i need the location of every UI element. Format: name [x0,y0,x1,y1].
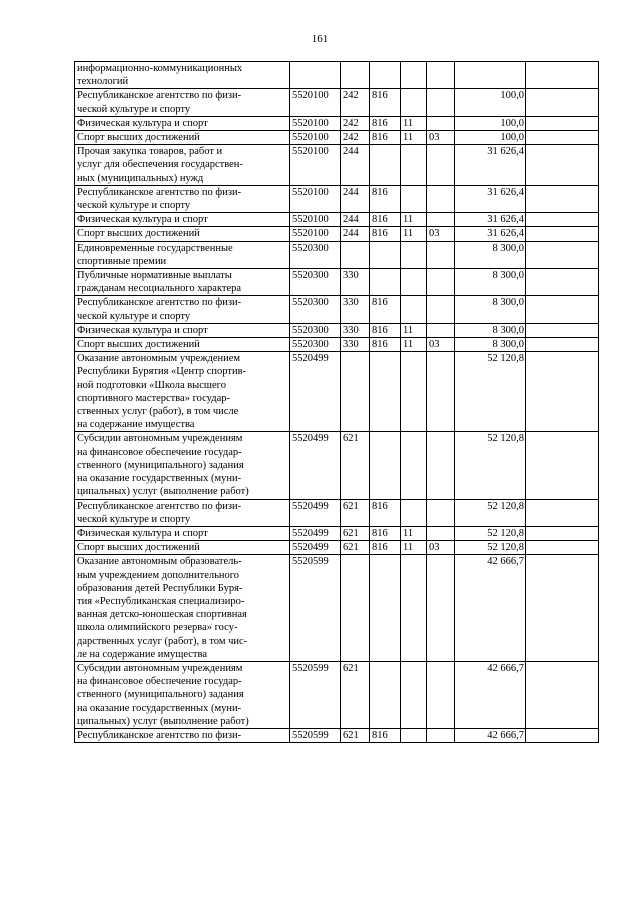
expense-type-code-cell: 244 [341,145,370,186]
section-code-cell: 11 [401,323,427,337]
item-name-cell: Республиканское агентство по физи- ческой культуре и спорту [75,185,290,212]
administrator-code-cell: 816 [370,541,401,555]
subsection-code-cell [427,728,455,742]
subsection-code-cell: 03 [427,338,455,352]
table-row [75,116,599,130]
item-name-cell: Республиканское агентство по физи- ческой культуре и спорту [75,296,290,323]
empty-cell [526,323,599,337]
subsection-code-cell [427,499,455,526]
item-name-cell: Спорт высших достижений [75,541,290,555]
administrator-code-cell [370,241,401,268]
amount-cell: 8 300,0 [455,338,526,352]
table-row [75,185,599,212]
amount-cell: 8 300,0 [455,241,526,268]
administrator-code-cell: 816 [370,323,401,337]
item-name-cell: Республиканское агентство по физи- ческой культуре и спорту [75,89,290,116]
section-code-cell [401,661,427,728]
subsection-code-cell: 03 [427,131,455,145]
empty-cell [526,555,599,662]
empty-cell [526,89,599,116]
target-article-code-cell: 5520300 [290,338,341,352]
administrator-code-cell: 816 [370,213,401,227]
subsection-code-cell [427,145,455,186]
amount-cell: 100,0 [455,89,526,116]
section-code-cell [401,352,427,432]
table-row [75,227,599,241]
table-row [75,352,599,432]
subsection-code-cell [427,269,455,296]
subsection-code-cell [427,323,455,337]
table-row [75,338,599,352]
item-name-cell: Физическая культура и спорт [75,213,290,227]
empty-cell [526,269,599,296]
expense-type-code-cell: 242 [341,89,370,116]
amount-cell: 31 626,4 [455,213,526,227]
administrator-code-cell [370,661,401,728]
target-article-code-cell: 5520100 [290,116,341,130]
subsection-code-cell [427,661,455,728]
section-code-cell [401,62,427,89]
administrator-code-cell: 816 [370,116,401,130]
target-article-code-cell: 5520300 [290,269,341,296]
empty-cell [526,116,599,130]
target-article-code-cell: 5520100 [290,131,341,145]
amount-cell: 52 120,8 [455,526,526,540]
section-code-cell: 11 [401,541,427,555]
expense-type-code-cell: 621 [341,661,370,728]
target-article-code-cell: 5520499 [290,432,341,499]
table-row [75,62,599,89]
table-row [75,555,599,662]
amount-cell: 52 120,8 [455,432,526,499]
administrator-code-cell: 816 [370,131,401,145]
target-article-code-cell: 5520499 [290,541,341,555]
administrator-code-cell: 816 [370,526,401,540]
administrator-code-cell [370,555,401,662]
amount-cell [455,62,526,89]
administrator-code-cell: 816 [370,227,401,241]
subsection-code-cell [427,213,455,227]
empty-cell [526,352,599,432]
administrator-code-cell: 816 [370,296,401,323]
target-article-code-cell: 5520100 [290,185,341,212]
expense-type-code-cell: 621 [341,541,370,555]
target-article-code-cell: 5520300 [290,296,341,323]
administrator-code-cell: 816 [370,499,401,526]
target-article-code-cell: 5520100 [290,89,341,116]
subsection-code-cell: 03 [427,541,455,555]
empty-cell [526,185,599,212]
item-name-cell: Прочая закупка товаров, работ и услуг для обеспечения государствен- ных (муниципальных) нужд [75,145,290,186]
subsection-code-cell [427,241,455,268]
administrator-code-cell: 816 [370,89,401,116]
expense-type-code-cell [341,62,370,89]
subsection-code-cell [427,555,455,662]
subsection-code-cell [427,185,455,212]
item-name-cell: Физическая культура и спорт [75,116,290,130]
target-article-code-cell: 5520100 [290,145,341,186]
section-code-cell [401,432,427,499]
expense-type-code-cell: 330 [341,269,370,296]
target-article-code-cell: 5520599 [290,728,341,742]
amount-cell: 100,0 [455,131,526,145]
page-number: 161 [311,33,329,45]
budget-table-body [75,62,599,743]
item-name-cell: Единовременные государственные спортивные премии [75,241,290,268]
empty-cell [526,338,599,352]
item-name-cell: Оказание автономным образователь- ным учреждением дополнительного образования детей Республики Буря- тия «Республиканская специализиро- ванная детско-юношеская спортивная школа олимпийского резерва» госу- дарственных услуг (работ), в том чис- ле на содержание имущества [75,555,290,662]
administrator-code-cell [370,145,401,186]
expense-type-code-cell: 621 [341,728,370,742]
table-row [75,728,599,742]
item-name-cell: Республиканское агентство по физи- ческой культуре и спорту [75,499,290,526]
administrator-code-cell [370,62,401,89]
amount-cell: 52 120,8 [455,352,526,432]
section-code-cell [401,728,427,742]
administrator-code-cell: 816 [370,338,401,352]
table-row [75,269,599,296]
empty-cell [526,499,599,526]
subsection-code-cell [427,62,455,89]
empty-cell [526,145,599,186]
amount-cell: 52 120,8 [455,499,526,526]
target-article-code-cell [290,62,341,89]
subsection-code-cell [427,296,455,323]
subsection-code-cell [427,89,455,116]
amount-cell: 8 300,0 [455,269,526,296]
item-name-cell: Оказание автономным учреждением Республики Бурятия «Центр спортив- ной подготовки «Школа высшего спортивного мастерства» государ- ственных услуг (работ), в том числе на содержание имущества [75,352,290,432]
target-article-code-cell: 5520599 [290,661,341,728]
empty-cell [526,241,599,268]
section-code-cell [401,269,427,296]
target-article-code-cell: 5520100 [290,227,341,241]
table-row [75,499,599,526]
empty-cell [526,526,599,540]
item-name-cell: Субсидии автономным учреждениям на финансовое обеспечение государ- ственного (муниципального) задания на оказание государственных (муни- ципальных) услуг (выполнение работ) [75,661,290,728]
amount-cell: 31 626,4 [455,227,526,241]
table-row [75,89,599,116]
item-name-cell: Спорт высших достижений [75,338,290,352]
expense-type-code-cell [341,555,370,662]
target-article-code-cell: 5520499 [290,499,341,526]
section-code-cell [401,241,427,268]
expense-type-code-cell: 244 [341,213,370,227]
target-article-code-cell: 5520499 [290,352,341,432]
section-code-cell [401,145,427,186]
empty-cell [526,432,599,499]
empty-cell [526,296,599,323]
amount-cell: 8 300,0 [455,323,526,337]
section-code-cell [401,185,427,212]
expense-type-code-cell: 244 [341,227,370,241]
administrator-code-cell: 816 [370,185,401,212]
expense-type-code-cell: 244 [341,185,370,212]
empty-cell [526,728,599,742]
subsection-code-cell [427,116,455,130]
amount-cell: 42 666,7 [455,728,526,742]
section-code-cell: 11 [401,526,427,540]
empty-cell [526,62,599,89]
target-article-code-cell: 5520499 [290,526,341,540]
table-row [75,541,599,555]
section-code-cell: 11 [401,227,427,241]
administrator-code-cell [370,352,401,432]
table-row [75,432,599,499]
subsection-code-cell: 03 [427,227,455,241]
empty-cell [526,661,599,728]
empty-cell [526,541,599,555]
administrator-code-cell: 816 [370,728,401,742]
subsection-code-cell [427,352,455,432]
expense-type-code-cell: 242 [341,131,370,145]
table-row [75,323,599,337]
administrator-code-cell [370,432,401,499]
expense-type-code-cell [341,352,370,432]
table-row [75,131,599,145]
expense-type-code-cell: 621 [341,526,370,540]
section-code-cell: 11 [401,338,427,352]
amount-cell: 100,0 [455,116,526,130]
table-row [75,296,599,323]
target-article-code-cell: 5520599 [290,555,341,662]
section-code-cell: 11 [401,131,427,145]
empty-cell [526,213,599,227]
expense-type-code-cell: 621 [341,499,370,526]
subsection-code-cell [427,432,455,499]
amount-cell: 42 666,7 [455,661,526,728]
target-article-code-cell: 5520300 [290,323,341,337]
amount-cell: 31 626,4 [455,145,526,186]
budget-table [74,61,599,743]
expense-type-code-cell: 242 [341,116,370,130]
expense-type-code-cell: 330 [341,296,370,323]
section-code-cell: 11 [401,116,427,130]
expense-type-code-cell: 621 [341,432,370,499]
table-row [75,145,599,186]
expense-type-code-cell: 330 [341,338,370,352]
item-name-cell: Субсидии автономным учреждениям на финансовое обеспечение государ- ственного (муниципального) задания на оказание государственных (муни- ципальных) услуг (выполнение работ) [75,432,290,499]
table-row [75,213,599,227]
amount-cell: 8 300,0 [455,296,526,323]
section-code-cell: 11 [401,213,427,227]
empty-cell [526,131,599,145]
item-name-cell: Республиканское агентство по физи- [75,728,290,742]
item-name-cell: Спорт высших достижений [75,131,290,145]
table-row [75,241,599,268]
table-row [75,661,599,728]
section-code-cell [401,89,427,116]
item-name-cell: Физическая культура и спорт [75,526,290,540]
item-name-cell: информационно-коммуникационных технологий [75,62,290,89]
section-code-cell [401,296,427,323]
amount-cell: 42 666,7 [455,555,526,662]
section-code-cell [401,555,427,662]
target-article-code-cell: 5520100 [290,213,341,227]
table-row [75,526,599,540]
amount-cell: 52 120,8 [455,541,526,555]
target-article-code-cell: 5520300 [290,241,341,268]
expense-type-code-cell: 330 [341,323,370,337]
item-name-cell: Физическая культура и спорт [75,323,290,337]
section-code-cell [401,499,427,526]
administrator-code-cell [370,269,401,296]
item-name-cell: Спорт высших достижений [75,227,290,241]
empty-cell [526,227,599,241]
amount-cell: 31 626,4 [455,185,526,212]
item-name-cell: Публичные нормативные выплаты гражданам несоциального характера [75,269,290,296]
expense-type-code-cell [341,241,370,268]
subsection-code-cell [427,526,455,540]
